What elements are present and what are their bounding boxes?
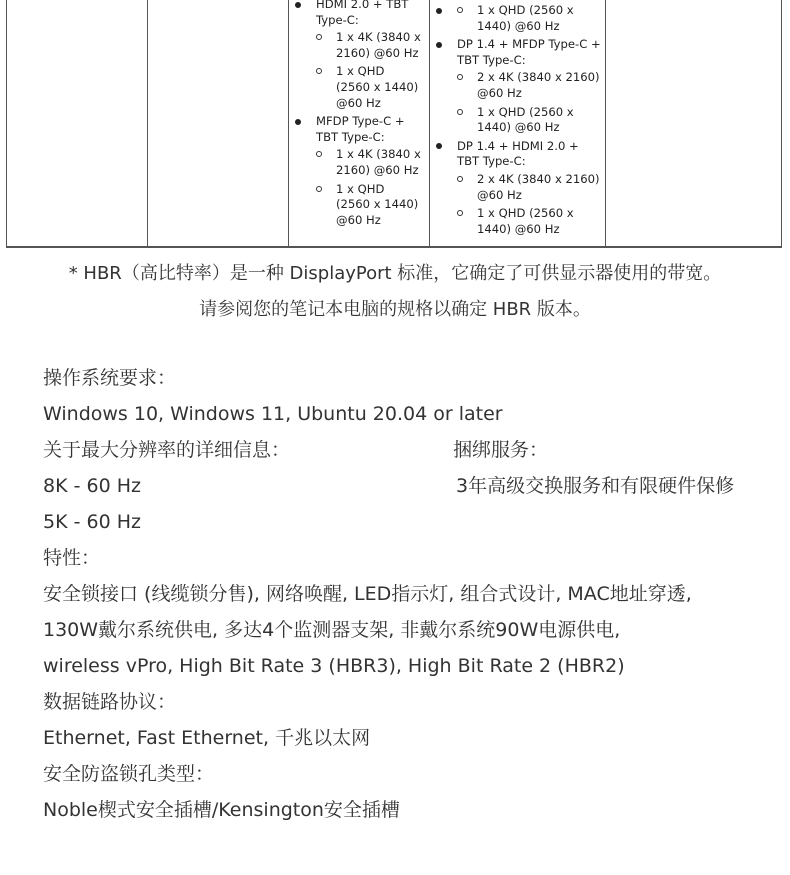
config-label: DP 1.4 + HDMI 2.0 + TBT Type-C: [457,138,579,169]
protocol-value: Ethernet, Fast Ethernet, 千兆以太网 [43,727,371,749]
list-item [316,147,422,178]
list-item [457,3,603,34]
resolution-item: 1 x QHD (2560 x 1440) @60 Hz [336,64,419,110]
table-divider-2 [288,0,289,248]
resolution-item: 1 x 4K (3840 x 2160) @60 Hz [336,147,421,177]
table-border-right [781,0,782,248]
resolution-value-5k: 5K - 60 Hz [43,511,141,533]
resolution-label: 关于最大分辨率的详细信息： [43,439,291,461]
features-label: 特性： [43,547,101,569]
list-item [290,114,422,228]
os-value: Windows 10, Windows 11, Ubuntu 20.04 or later [43,403,503,425]
list-item [316,64,422,111]
config-label: DP 1.4 + MFDP Type-C + TBT Type-C: [457,37,601,67]
table-divider-1 [147,0,148,248]
list-item [316,30,422,61]
hbr-note-line-2: 请参阅您的笔记本电脑的规格以确定 HBR 版本。 [199,299,591,320]
table-border-bottom [6,246,782,248]
resolution-item: 1 x 4K (3840 x 2160) @60 Hz [336,30,421,60]
list-item [431,37,603,136]
table-divider-4 [605,0,606,248]
resolution-value-8k: 8K - 60 Hz [43,475,141,497]
list-item [290,0,422,111]
service-label: 捆绑服务： [453,439,549,461]
compatibility-table [6,0,782,248]
table-cell-col3 [290,0,422,231]
lock-label: 安全防盗锁孔类型： [43,763,215,785]
table-border-left [6,0,7,248]
os-label: 操作系统要求： [43,367,177,389]
list-item [316,182,422,229]
resolution-item: 2 x 4K (3840 x 2160) @60 Hz [477,70,600,100]
features-line-1: 安全锁接口 (线缆锁分售), 网络唤醒, LED指示灯, 组合式设计, MAC地址穿透, [43,583,692,605]
hbr-note-line-1: * HBR（高比特率）是一种 DisplayPort 标准，它确定了可供显示器使用的带宽。 [68,263,722,284]
list-item [457,206,603,237]
table-divider-3 [429,0,430,248]
service-value: 3年高级交换服务和有限硬件保修 [456,475,735,497]
resolution-item: 2 x 4K (3840 x 2160) @60 Hz [477,171,600,202]
list-item [431,139,603,238]
list-item [457,70,603,101]
features-line-2: 130W戴尔系统供电, 多达4个监测器支架, 非戴尔系统90W电源供电, [43,619,621,641]
config-label: HDMI 2.0 + TBT Type-C: [316,0,409,27]
protocol-label: 数据链路协议： [43,691,177,713]
resolution-item: 1 x QHD (2560 x 1440) @60 Hz [477,3,574,33]
features-line-3: wireless vPro, High Bit Rate 3 (HBR3), High Bit Rate 2 (HBR2) [43,655,625,677]
config-label: MFDP Type-C + TBT Type-C: [316,114,405,144]
list-item [457,172,603,203]
list-item [457,105,603,136]
resolution-item: 1 x QHD (2560 x 1440) @60 Hz [477,104,574,135]
list-item-continued [431,3,603,34]
resolution-item: 1 x QHD (2560 x 1440) @60 Hz [477,206,574,236]
table-cell-col4 [431,3,603,240]
resolution-item: 1 x QHD (2560 x 1440) @60 Hz [336,181,419,227]
lock-value: Noble楔式安全插槽/Kensington安全插槽 [43,799,400,821]
